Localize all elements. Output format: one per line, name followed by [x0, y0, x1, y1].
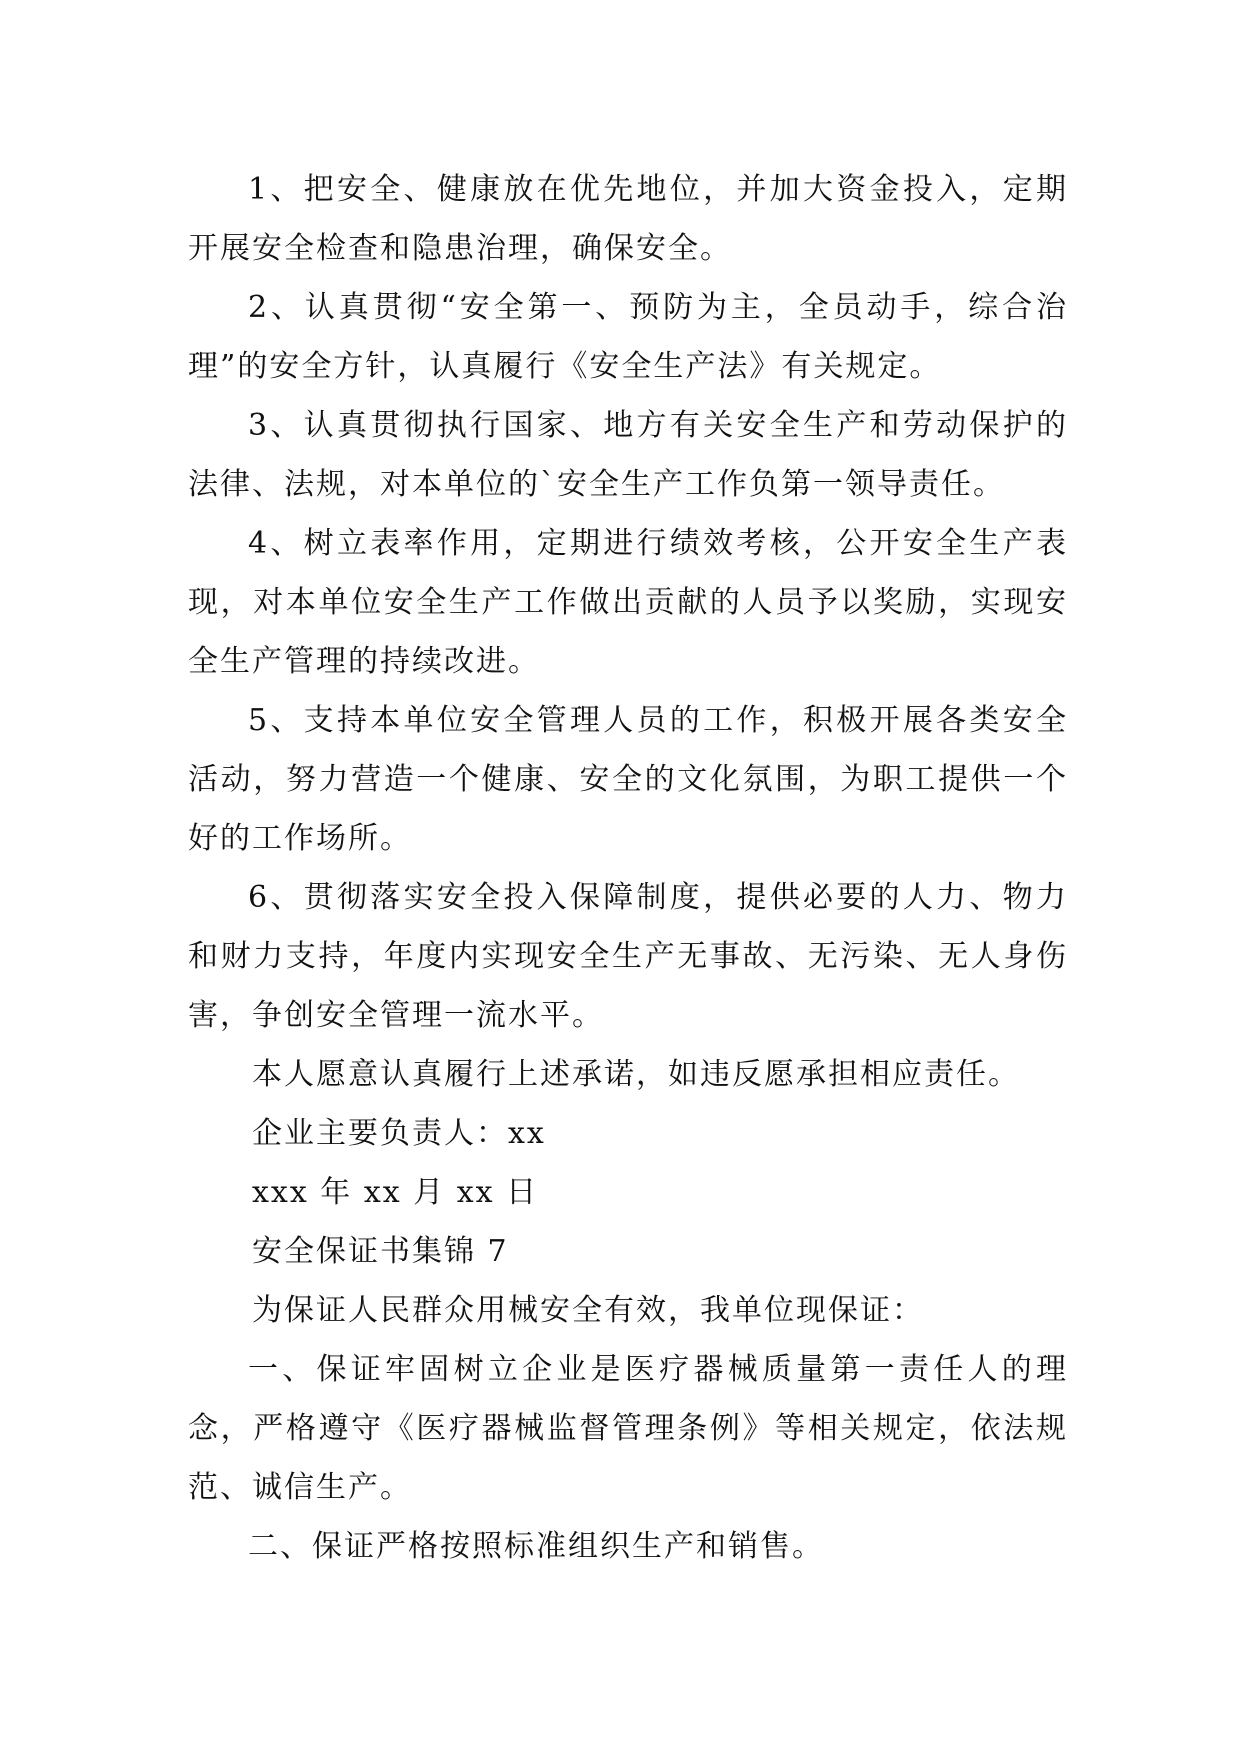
pledge-line: 本人愿意认真履行上述承诺，如违反愿承担相应责任。 [252, 1057, 1020, 1092]
paragraph-5: 5、支持本单位安全管理人员的工作，积极开展各类安全活动，努力营造一个健康、安全的文化氛围，为职工提供一个好的工作场所。 [188, 703, 1068, 856]
paragraph-1: 1、把安全、健康放在优先地位，并加大资金投入，定期开展安全检查和隐患治理，确保安全。 [188, 172, 1068, 266]
paragraph-6: 6、贯彻落实安全投入保障制度，提供必要的人力、物力和财力支持，年度内实现安全生产无事故、无污染、无人身伤害，争创安全管理一流水平。 [188, 880, 1068, 1033]
signatory-line: 企业主要负责人：xx [252, 1116, 546, 1151]
intro-line: 为保证人民群众用械安全有效，我单位现保证： [252, 1293, 924, 1328]
document-body [188, 160, 1068, 1576]
paragraph-2: 2、认真贯彻“安全第一、预防为主，全员动手，综合治理”的安全方针，认真履行《安全生产法》有关规定。 [188, 290, 1068, 384]
item-2: 二、保证严格按照标准组织生产和销售。 [248, 1529, 824, 1564]
item-1: 一、保证牢固树立企业是医疗器械质量第一责任人的理念，严格遵守《医疗器械监督管理条例》等相关规定，依法规范、诚信生产。 [188, 1352, 1068, 1505]
paragraph-3: 3、认真贯彻执行国家、地方有关安全生产和劳动保护的法律、法规，对本单位的`安全生产工作负第一领导责任。 [188, 408, 1068, 502]
paragraph-4: 4、树立表率作用，定期进行绩效考核，公开安全生产表现，对本单位安全生产工作做出贡献的人员予以奖励，实现安全生产管理的持续改进。 [188, 526, 1068, 679]
section-title: 安全保证书集锦 7 [252, 1234, 509, 1269]
date-line: xxx 年 xx 月 xx 日 [252, 1175, 539, 1210]
